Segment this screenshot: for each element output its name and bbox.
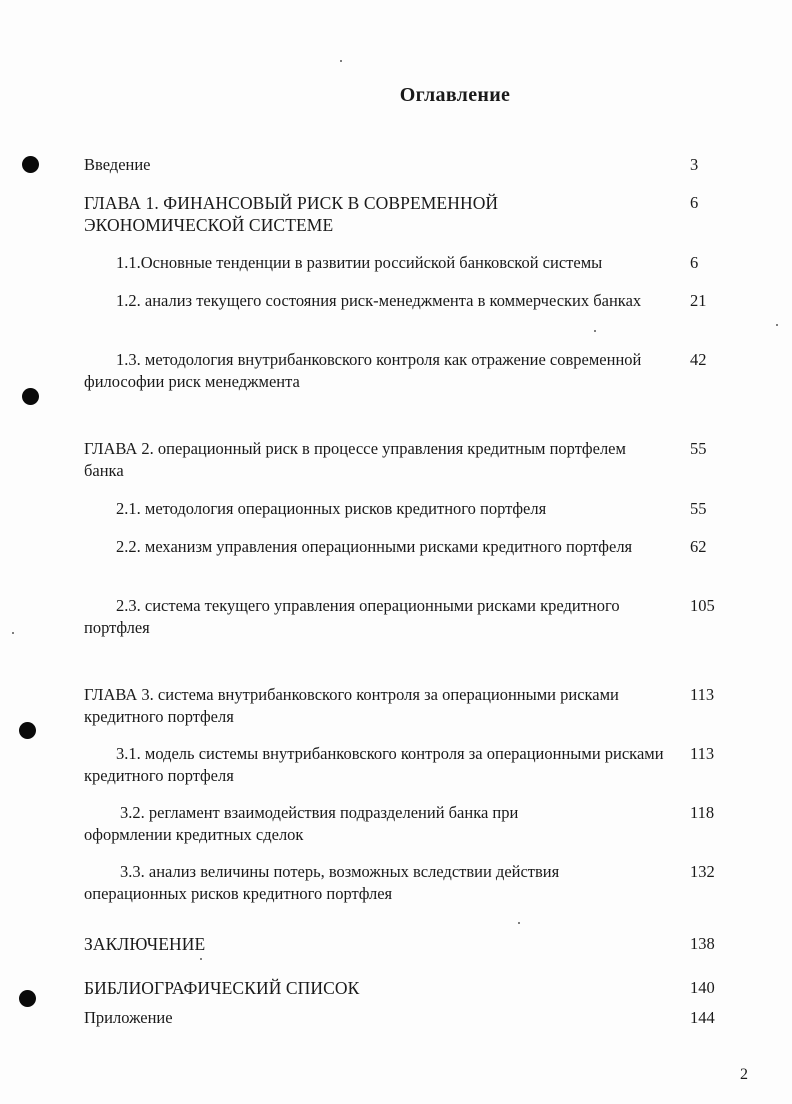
toc-entry-section-2-2	[84, 536, 654, 558]
toc-entry-bibliography	[84, 977, 676, 999]
toc-page-number: 140	[690, 978, 715, 997]
toc-entry-text: ГЛАВА 1. ФИНАНСОВЫЙ РИСК В СОВРЕМЕННОЙ ЭКОНОМИЧЕСКОЙ СИСТЕМЕ	[84, 193, 499, 235]
toc-entry-text: 1.1.Основные тенденции в развитии российской банковской системы	[116, 253, 603, 272]
toc-entry-text: БИБЛИОГРАФИЧЕСКИЙ СПИСОК	[84, 978, 360, 998]
scan-speck	[594, 330, 596, 332]
toc-entry-chapter-3	[84, 684, 644, 728]
toc-entry-text: ГЛАВА 2. операционный риск в процессе управления кредитным портфелем банка	[84, 439, 626, 480]
scan-speck	[200, 958, 202, 960]
toc-entry-text: Приложение	[84, 1008, 173, 1027]
scan-speck	[12, 632, 14, 634]
toc-entry-text: 1.3. методология внутрибанковского контроля как отражение современной философии риск менеджмента	[84, 350, 642, 391]
punch-hole-mark	[22, 156, 39, 173]
toc-page-number: 6	[690, 193, 699, 212]
toc-entry-text: 3.3. анализ величины потерь, возможных вследствии действия операционных рисков кредитного портфлея	[84, 862, 560, 903]
toc-entry-section-3-2	[84, 802, 604, 846]
toc-entry-chapter-1	[84, 192, 554, 236]
toc-entry-chapter-2	[84, 438, 644, 482]
toc-entry-text: 3.2. регламент взаимодействия подразделений банка при оформлении кредитных сделок	[84, 803, 519, 844]
toc-entry-text: 2.2. механизм управления операционными рисками кредитного портфеля	[116, 537, 633, 556]
page-title: Оглавление	[399, 84, 511, 106]
toc-page-number: 118	[690, 803, 715, 822]
toc-page-number: 113	[690, 685, 715, 704]
toc-entry-text: 2.3. система текущего управления операционными рисками кредитного портфлея	[84, 596, 620, 637]
toc-entry-text: ГЛАВА 3. система внутрибанковского контроля за операционными рисками кредитного портфеля	[84, 685, 619, 726]
punch-hole-mark	[22, 388, 39, 405]
scan-speck	[518, 922, 520, 924]
toc-page-number: 55	[690, 499, 707, 518]
toc-entry-text: ЗАКЛЮЧЕНИЕ	[84, 934, 206, 954]
punch-hole-mark	[19, 722, 36, 739]
toc-page-number: 62	[690, 537, 707, 556]
toc-entry-section-2-1	[84, 498, 676, 520]
punch-hole-mark	[19, 990, 36, 1007]
toc-page-number: 21	[690, 291, 707, 310]
toc-entry-text: 2.1. методология операционных рисков кредитного портфеля	[116, 499, 547, 518]
toc-page-number: 144	[690, 1008, 715, 1027]
toc-entry-section-1-2	[84, 290, 676, 312]
toc-entry-section-2-3	[84, 595, 624, 639]
toc-page-number: 6	[690, 253, 699, 272]
toc-entry-section-3-1	[84, 743, 684, 787]
toc-entry-text: Введение	[84, 155, 151, 174]
toc-entry-section-3-3	[84, 861, 644, 905]
toc-entry-appendix	[84, 1007, 676, 1029]
scan-speck	[340, 60, 342, 62]
toc-page-number: 42	[690, 350, 707, 369]
toc-entry-section-1-1	[84, 252, 684, 274]
toc-page-number: 138	[690, 934, 715, 953]
toc-page-number: 105	[690, 596, 715, 615]
scan-speck	[776, 324, 778, 326]
toc-entry-text: 1.2. анализ текущего состояния риск-менеджмента в коммерческих банках	[116, 291, 642, 310]
toc-page-number: 113	[690, 744, 715, 763]
toc-entry-text: 3.1. модель системы внутрибанковского контроля за операционными рисками кредитного портфеля	[84, 744, 664, 785]
toc-entry-introduction	[84, 154, 676, 176]
toc-page-number: 132	[690, 862, 715, 881]
toc-entry-section-1-3	[84, 349, 644, 393]
toc-page-number: 3	[690, 155, 699, 174]
toc-entry-conclusion	[84, 933, 676, 955]
toc-page-number: 55	[690, 439, 707, 458]
page-number-footer: 2	[740, 1066, 748, 1083]
